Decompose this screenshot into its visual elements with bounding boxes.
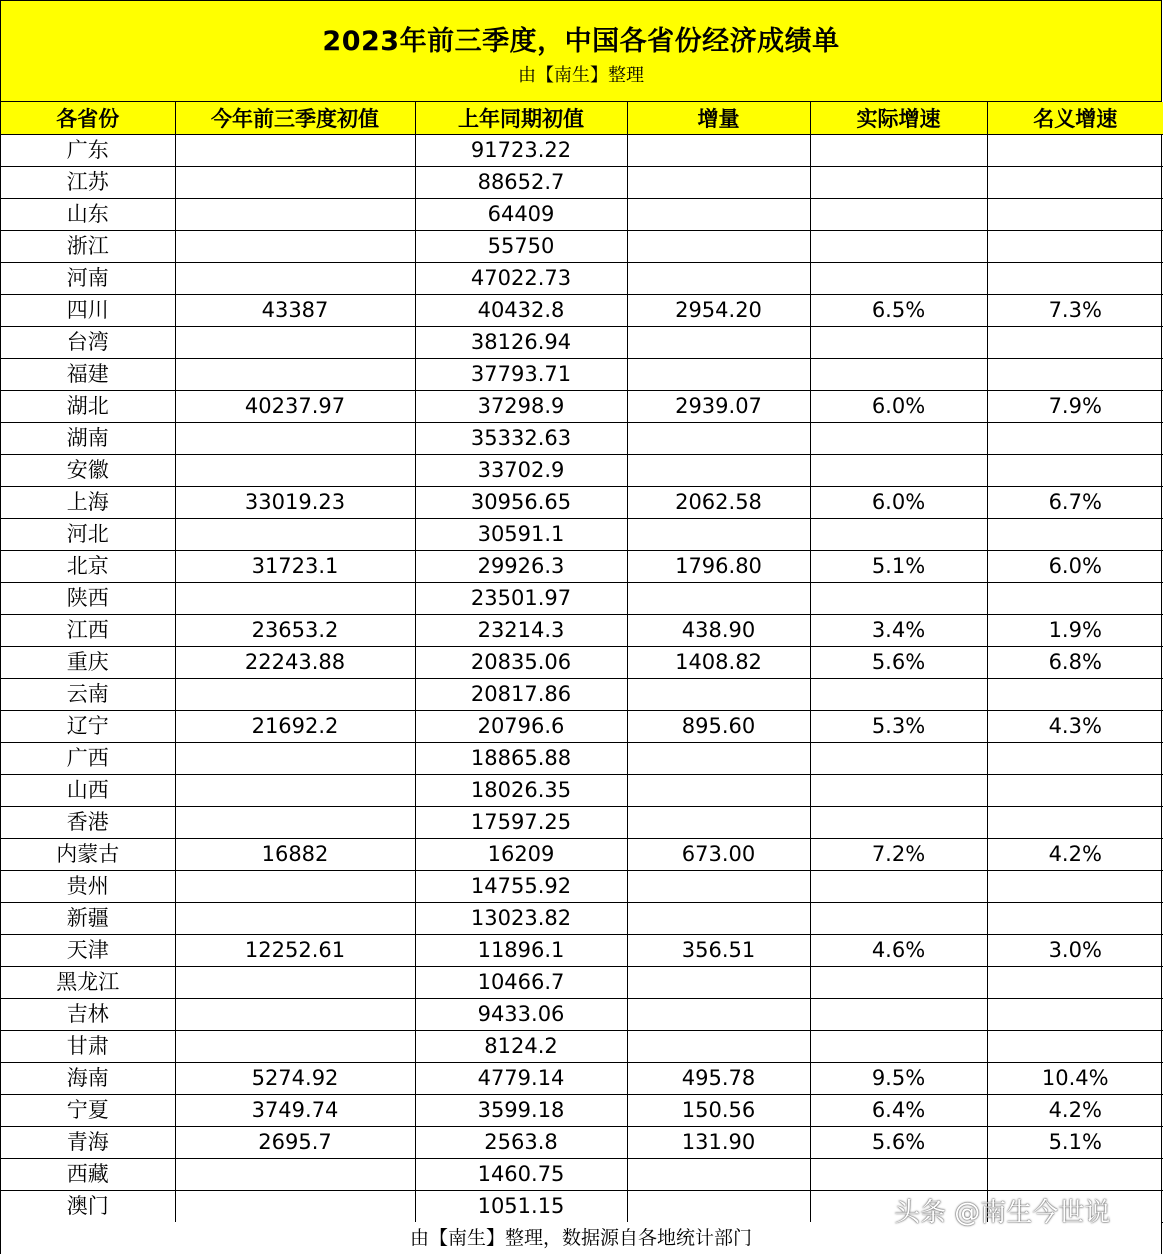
- table-row: [1, 391, 1163, 423]
- province-cell: 宁夏: [1, 1095, 175, 1127]
- province-cell: 云南: [1, 679, 175, 711]
- table-row: [1, 1031, 1163, 1063]
- province-cell: 浙江: [1, 231, 175, 263]
- previous-value-cell: 20835.06: [415, 647, 627, 679]
- province-cell: 北京: [1, 551, 175, 583]
- province-cell: 天津: [1, 935, 175, 967]
- nominal-growth-cell: [987, 679, 1163, 711]
- table-row: [1, 743, 1163, 775]
- province-cell: 台湾: [1, 327, 175, 359]
- previous-value-cell: 40432.8: [415, 295, 627, 327]
- increment-cell: [627, 231, 810, 263]
- nominal-growth-cell: [987, 903, 1163, 935]
- province-cell: 福建: [1, 359, 175, 391]
- increment-cell: 1796.80: [627, 551, 810, 583]
- real-growth-cell: 5.1%: [810, 551, 987, 583]
- previous-value-cell: 3599.18: [415, 1095, 627, 1127]
- table-row: [1, 871, 1163, 903]
- previous-value-cell: 38126.94: [415, 327, 627, 359]
- previous-value-cell: 23501.97: [415, 583, 627, 615]
- increment-cell: 2939.07: [627, 391, 810, 423]
- table-row: [1, 551, 1163, 583]
- current-value-cell: [175, 519, 415, 551]
- current-value-cell: 2695.7: [175, 1127, 415, 1159]
- increment-cell: 438.90: [627, 615, 810, 647]
- table-row: [1, 711, 1163, 743]
- increment-cell: [627, 519, 810, 551]
- table-row: [1, 839, 1163, 871]
- header-row: [1, 102, 1163, 135]
- province-cell: 湖南: [1, 423, 175, 455]
- table-row: [1, 615, 1163, 647]
- current-value-cell: [175, 199, 415, 231]
- increment-cell: 895.60: [627, 711, 810, 743]
- nominal-growth-cell: [987, 327, 1163, 359]
- table-row: [1, 1159, 1163, 1191]
- title-block: [1, 1, 1161, 102]
- previous-value-cell: 33702.9: [415, 455, 627, 487]
- real-growth-cell: [810, 743, 987, 775]
- increment-cell: [627, 583, 810, 615]
- increment-cell: [627, 807, 810, 839]
- current-value-cell: 33019.23: [175, 487, 415, 519]
- province-cell: 山东: [1, 199, 175, 231]
- table-row: [1, 263, 1163, 295]
- province-cell: 河北: [1, 519, 175, 551]
- real-growth-cell: [810, 807, 987, 839]
- gdp-table: [1, 102, 1163, 1223]
- nominal-growth-cell: [987, 359, 1163, 391]
- increment-cell: 356.51: [627, 935, 810, 967]
- previous-value-cell: 29926.3: [415, 551, 627, 583]
- increment-cell: 2954.20: [627, 295, 810, 327]
- nominal-growth-cell: [987, 423, 1163, 455]
- province-cell: 安徽: [1, 455, 175, 487]
- previous-value-cell: 37793.71: [415, 359, 627, 391]
- previous-value-cell: 1460.75: [415, 1159, 627, 1191]
- province-cell: 贵州: [1, 871, 175, 903]
- table-row: [1, 487, 1163, 519]
- nominal-growth-cell: 1.9%: [987, 615, 1163, 647]
- nominal-growth-cell: 7.9%: [987, 391, 1163, 423]
- nominal-growth-cell: [987, 455, 1163, 487]
- previous-value-cell: 47022.73: [415, 263, 627, 295]
- province-cell: 重庆: [1, 647, 175, 679]
- increment-cell: 1408.82: [627, 647, 810, 679]
- table-row: [1, 423, 1163, 455]
- current-value-cell: [175, 999, 415, 1031]
- real-growth-cell: 3.4%: [810, 615, 987, 647]
- nominal-growth-cell: [987, 199, 1163, 231]
- province-cell: 江苏: [1, 167, 175, 199]
- nominal-growth-cell: 10.4%: [987, 1063, 1163, 1095]
- current-value-cell: 21692.2: [175, 711, 415, 743]
- table-row: [1, 135, 1163, 167]
- province-cell: 广西: [1, 743, 175, 775]
- table-row: [1, 679, 1163, 711]
- increment-cell: [627, 903, 810, 935]
- province-cell: 香港: [1, 807, 175, 839]
- previous-value-cell: 9433.06: [415, 999, 627, 1031]
- table-row: [1, 903, 1163, 935]
- increment-cell: [627, 199, 810, 231]
- increment-cell: [627, 167, 810, 199]
- province-cell: 吉林: [1, 999, 175, 1031]
- real-growth-cell: [810, 167, 987, 199]
- nominal-growth-cell: [987, 583, 1163, 615]
- nominal-growth-cell: [987, 807, 1163, 839]
- table-row: [1, 327, 1163, 359]
- previous-value-cell: 55750: [415, 231, 627, 263]
- current-value-cell: 43387: [175, 295, 415, 327]
- previous-value-cell: 30591.1: [415, 519, 627, 551]
- table-row: [1, 455, 1163, 487]
- increment-cell: [627, 135, 810, 167]
- increment-cell: [627, 327, 810, 359]
- nominal-growth-cell: [987, 263, 1163, 295]
- previous-value-cell: 2563.8: [415, 1127, 627, 1159]
- nominal-growth-cell: [987, 743, 1163, 775]
- real-growth-cell: [810, 583, 987, 615]
- real-growth-cell: 5.3%: [810, 711, 987, 743]
- current-value-cell: [175, 135, 415, 167]
- nominal-growth-cell: [987, 775, 1163, 807]
- previous-value-cell: 18865.88: [415, 743, 627, 775]
- real-growth-cell: [810, 327, 987, 359]
- real-growth-cell: [810, 775, 987, 807]
- real-growth-cell: [810, 263, 987, 295]
- nominal-growth-cell: [987, 167, 1163, 199]
- current-value-cell: [175, 871, 415, 903]
- current-value-cell: [175, 903, 415, 935]
- current-value-cell: [175, 167, 415, 199]
- table-row: [1, 935, 1163, 967]
- header-real-growth: 实际增速: [810, 102, 987, 135]
- previous-value-cell: 35332.63: [415, 423, 627, 455]
- previous-value-cell: 20796.6: [415, 711, 627, 743]
- province-cell: 上海: [1, 487, 175, 519]
- current-value-cell: 12252.61: [175, 935, 415, 967]
- real-growth-cell: [810, 231, 987, 263]
- increment-cell: [627, 423, 810, 455]
- previous-value-cell: 91723.22: [415, 135, 627, 167]
- nominal-growth-cell: 4.3%: [987, 711, 1163, 743]
- increment-cell: [627, 775, 810, 807]
- table-row: [1, 295, 1163, 327]
- current-value-cell: [175, 967, 415, 999]
- real-growth-cell: [810, 871, 987, 903]
- previous-value-cell: 8124.2: [415, 1031, 627, 1063]
- current-value-cell: [175, 775, 415, 807]
- table-row: [1, 999, 1163, 1031]
- page-subtitle: 由【南生】整理: [518, 65, 644, 86]
- current-value-cell: 23653.2: [175, 615, 415, 647]
- nominal-growth-cell: [987, 519, 1163, 551]
- current-value-cell: 5274.92: [175, 1063, 415, 1095]
- table-row: [1, 807, 1163, 839]
- province-cell: 辽宁: [1, 711, 175, 743]
- page-title: 2023年前三季度，中国各省份经济成绩单: [322, 26, 840, 57]
- nominal-growth-cell: 4.2%: [987, 839, 1163, 871]
- table-row: [1, 519, 1163, 551]
- nominal-growth-cell: 7.3%: [987, 295, 1163, 327]
- previous-value-cell: 1051.15: [415, 1191, 627, 1223]
- nominal-growth-cell: [987, 135, 1163, 167]
- increment-cell: [627, 1031, 810, 1063]
- current-value-cell: [175, 231, 415, 263]
- province-cell: 西藏: [1, 1159, 175, 1191]
- header-previous-value: 上年同期初值: [415, 102, 627, 135]
- increment-cell: 131.90: [627, 1127, 810, 1159]
- increment-cell: [627, 967, 810, 999]
- current-value-cell: 3749.74: [175, 1095, 415, 1127]
- nominal-growth-cell: [987, 967, 1163, 999]
- province-cell: 黑龙江: [1, 967, 175, 999]
- current-value-cell: 40237.97: [175, 391, 415, 423]
- province-cell: 陕西: [1, 583, 175, 615]
- watermark: 头条 @南生今世说: [894, 1198, 1111, 1228]
- increment-cell: [627, 455, 810, 487]
- nominal-growth-cell: 5.1%: [987, 1127, 1163, 1159]
- table-row: [1, 967, 1163, 999]
- nominal-growth-cell: [987, 1031, 1163, 1063]
- province-cell: 四川: [1, 295, 175, 327]
- real-growth-cell: 4.6%: [810, 935, 987, 967]
- real-growth-cell: 5.6%: [810, 1127, 987, 1159]
- nominal-growth-cell: [987, 871, 1163, 903]
- real-growth-cell: 6.4%: [810, 1095, 987, 1127]
- real-growth-cell: [810, 999, 987, 1031]
- table-row: [1, 1127, 1163, 1159]
- increment-cell: 2062.58: [627, 487, 810, 519]
- current-value-cell: [175, 807, 415, 839]
- real-growth-cell: [810, 1159, 987, 1191]
- current-value-cell: [175, 743, 415, 775]
- real-growth-cell: [810, 679, 987, 711]
- increment-cell: [627, 1159, 810, 1191]
- footer-note: 由【南生】整理，数据源自各地统计部门: [1, 1222, 1161, 1254]
- province-cell: 新疆: [1, 903, 175, 935]
- nominal-growth-cell: 6.8%: [987, 647, 1163, 679]
- nominal-growth-cell: [987, 1159, 1163, 1191]
- current-value-cell: [175, 327, 415, 359]
- header-current-value: 今年前三季度初值: [175, 102, 415, 135]
- province-cell: 湖北: [1, 391, 175, 423]
- increment-cell: [627, 1191, 810, 1223]
- real-growth-cell: 7.2%: [810, 839, 987, 871]
- increment-cell: [627, 999, 810, 1031]
- current-value-cell: [175, 583, 415, 615]
- previous-value-cell: 18026.35: [415, 775, 627, 807]
- province-cell: 澳门: [1, 1191, 175, 1223]
- real-growth-cell: [810, 423, 987, 455]
- table-row: [1, 167, 1163, 199]
- increment-cell: [627, 359, 810, 391]
- nominal-growth-cell: [987, 231, 1163, 263]
- real-growth-cell: 5.6%: [810, 647, 987, 679]
- province-cell: 甘肃: [1, 1031, 175, 1063]
- increment-cell: [627, 871, 810, 903]
- current-value-cell: [175, 455, 415, 487]
- current-value-cell: 31723.1: [175, 551, 415, 583]
- province-cell: 广东: [1, 135, 175, 167]
- table-row: [1, 775, 1163, 807]
- previous-value-cell: 13023.82: [415, 903, 627, 935]
- previous-value-cell: 64409: [415, 199, 627, 231]
- real-growth-cell: 9.5%: [810, 1063, 987, 1095]
- real-growth-cell: [810, 455, 987, 487]
- previous-value-cell: 23214.3: [415, 615, 627, 647]
- previous-value-cell: 14755.92: [415, 871, 627, 903]
- nominal-growth-cell: 3.0%: [987, 935, 1163, 967]
- previous-value-cell: 37298.9: [415, 391, 627, 423]
- province-cell: 河南: [1, 263, 175, 295]
- real-growth-cell: 6.5%: [810, 295, 987, 327]
- current-value-cell: [175, 1031, 415, 1063]
- table-row: [1, 647, 1163, 679]
- current-value-cell: [175, 263, 415, 295]
- previous-value-cell: 4779.14: [415, 1063, 627, 1095]
- real-growth-cell: [810, 1031, 987, 1063]
- province-cell: 海南: [1, 1063, 175, 1095]
- nominal-growth-cell: [987, 999, 1163, 1031]
- previous-value-cell: 88652.7: [415, 167, 627, 199]
- current-value-cell: [175, 1191, 415, 1223]
- table-body: [1, 135, 1163, 1223]
- table-row: [1, 583, 1163, 615]
- increment-cell: 673.00: [627, 839, 810, 871]
- previous-value-cell: 17597.25: [415, 807, 627, 839]
- table-row: [1, 231, 1163, 263]
- increment-cell: [627, 679, 810, 711]
- current-value-cell: [175, 423, 415, 455]
- real-growth-cell: [810, 967, 987, 999]
- previous-value-cell: 11896.1: [415, 935, 627, 967]
- current-value-cell: [175, 679, 415, 711]
- previous-value-cell: 10466.7: [415, 967, 627, 999]
- nominal-growth-cell: 6.7%: [987, 487, 1163, 519]
- header-increment: 增量: [627, 102, 810, 135]
- increment-cell: 150.56: [627, 1095, 810, 1127]
- header-nominal-growth: 名义增速: [987, 102, 1163, 135]
- header-province: 各省份: [1, 102, 175, 135]
- current-value-cell: [175, 359, 415, 391]
- previous-value-cell: 30956.65: [415, 487, 627, 519]
- real-growth-cell: 6.0%: [810, 391, 987, 423]
- real-growth-cell: [810, 135, 987, 167]
- real-growth-cell: 6.0%: [810, 487, 987, 519]
- increment-cell: [627, 263, 810, 295]
- previous-value-cell: 20817.86: [415, 679, 627, 711]
- current-value-cell: [175, 1159, 415, 1191]
- previous-value-cell: 16209: [415, 839, 627, 871]
- current-value-cell: 22243.88: [175, 647, 415, 679]
- province-cell: 内蒙古: [1, 839, 175, 871]
- real-growth-cell: [810, 519, 987, 551]
- current-value-cell: 16882: [175, 839, 415, 871]
- table-row: [1, 359, 1163, 391]
- table-row: [1, 1095, 1163, 1127]
- real-growth-cell: [810, 903, 987, 935]
- province-cell: 青海: [1, 1127, 175, 1159]
- increment-cell: [627, 743, 810, 775]
- increment-cell: 495.78: [627, 1063, 810, 1095]
- real-growth-cell: [810, 199, 987, 231]
- table-row: [1, 199, 1163, 231]
- nominal-growth-cell: 6.0%: [987, 551, 1163, 583]
- province-cell: 江西: [1, 615, 175, 647]
- nominal-growth-cell: 4.2%: [987, 1095, 1163, 1127]
- province-cell: 山西: [1, 775, 175, 807]
- table-row: [1, 1063, 1163, 1095]
- real-growth-cell: [810, 359, 987, 391]
